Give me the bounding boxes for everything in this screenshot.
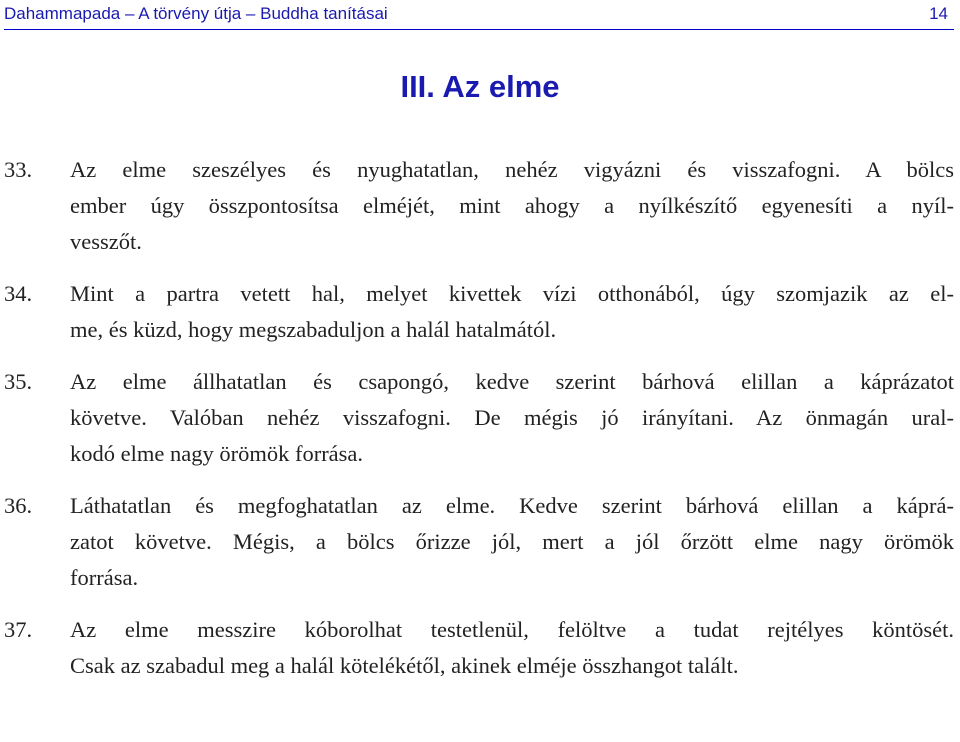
verse-line: vesszőt. bbox=[70, 229, 142, 254]
header-title: Dahammapada – A törvény útja – Buddha tanításai bbox=[4, 4, 388, 23]
verse-line: követve. Valóban nehéz visszafogni. De mégis jó irányítani. Az önmagán ural- bbox=[70, 405, 954, 430]
verse-line: Az elme szeszélyes és nyughatatlan, nehéz vigyázni és visszafogni. A bölcs bbox=[70, 157, 954, 182]
verse-line: Láthatatlan és megfoghatatlan az elme. Kedve szerint bárhová elillan a káprá- bbox=[70, 493, 954, 518]
verse-line: kodó elme nagy örömök forrása. bbox=[70, 441, 364, 466]
verse-line: Csak az szabadul meg a halál kötelékétől, akinek elméje összhangot talált. bbox=[70, 653, 739, 678]
verse-number: 35. bbox=[4, 369, 33, 394]
verse-34 bbox=[4, 276, 954, 348]
running-header bbox=[4, 4, 954, 30]
verse-number: 37. bbox=[4, 617, 33, 642]
chapter-title: III. Az elme bbox=[400, 69, 560, 104]
verse-36 bbox=[4, 488, 954, 596]
verse-line: Az elme messzire kóborolhat testetlenül, felöltve a tudat rejtélyes köntösét. bbox=[70, 617, 954, 642]
verse-list bbox=[4, 152, 954, 700]
verse-text bbox=[70, 364, 954, 472]
verse-line: Az elme állhatatlan és csapongó, kedve szerint bárhová elillan a káprázatot bbox=[70, 369, 954, 394]
verse-line: forrása. bbox=[70, 565, 139, 590]
verse-text bbox=[70, 276, 954, 348]
verse-number: 36. bbox=[4, 493, 33, 518]
verse-37 bbox=[4, 612, 954, 684]
verse-35 bbox=[4, 364, 954, 472]
verse-33 bbox=[4, 152, 954, 260]
verse-line: Mint a partra vetett hal, melyet kivettek vízi otthonából, úgy szomjazik az el- bbox=[70, 281, 954, 306]
verse-text bbox=[70, 488, 954, 596]
verse-line: zatot követve. Mégis, a bölcs őrizze jól, mert a jól őrzött elme nagy örömök bbox=[70, 529, 954, 554]
verse-line: ember úgy összpontosítsa elméjét, mint ahogy a nyílkészítő egyenesíti a nyíl- bbox=[70, 193, 954, 218]
verse-number: 34. bbox=[4, 281, 33, 306]
verse-text bbox=[70, 152, 954, 260]
page-number: 14 bbox=[929, 4, 948, 23]
verse-number: 33. bbox=[4, 157, 33, 182]
verse-text bbox=[70, 612, 954, 684]
verse-line: me, és küzd, hogy megszabaduljon a halál hatalmától. bbox=[70, 317, 557, 342]
